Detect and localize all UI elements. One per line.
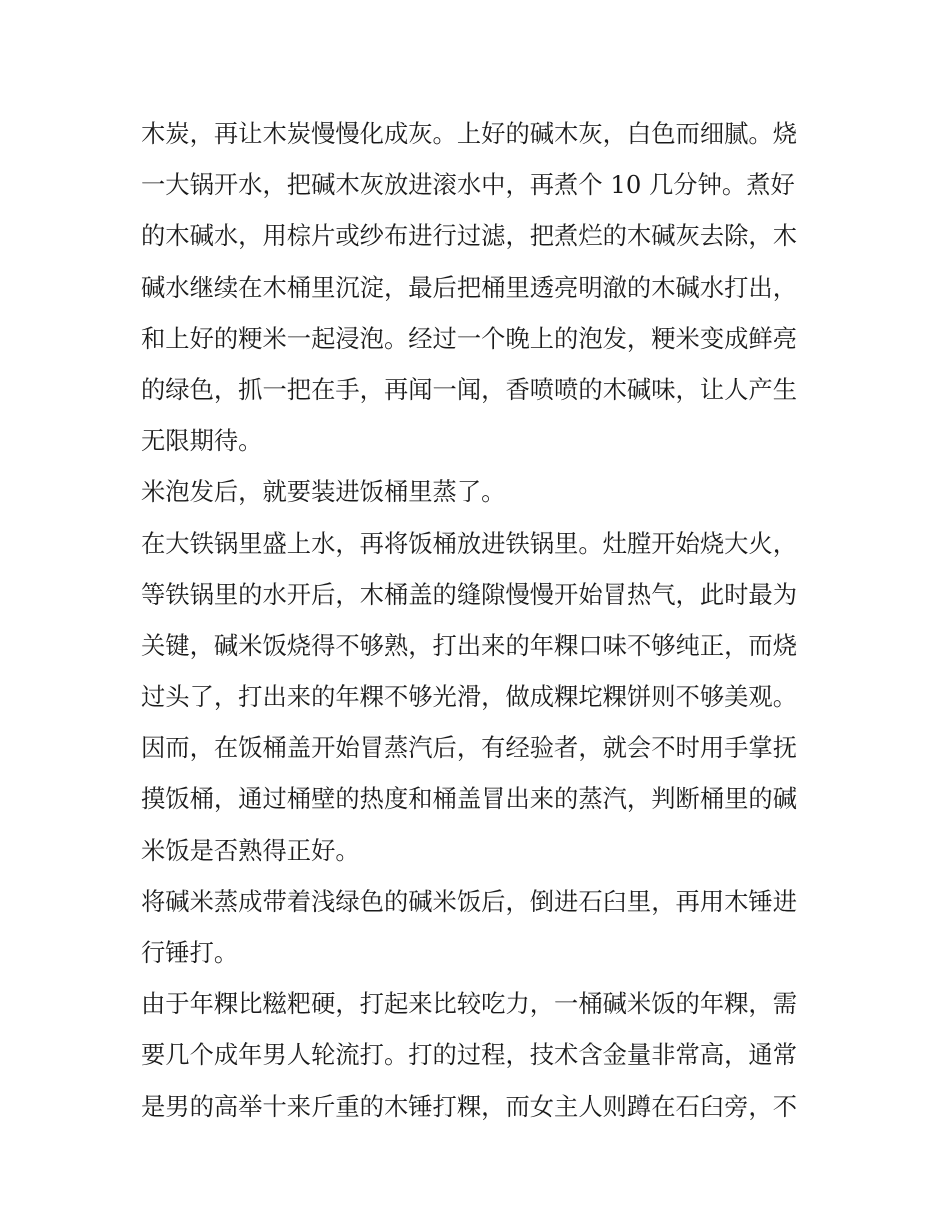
- text-line: 过头了，打出来的年粿不够光滑，做成粿坨粿饼则不够美观。: [141, 682, 798, 712]
- body-text: [141, 108, 815, 1132]
- text-line: 的绿色，抓一把在手，再闻一闻，香喷喷的木碱味，让人产生: [141, 374, 798, 404]
- text-line: 碱水继续在木桶里沉淀，最后把桶里透亮明澈的木碱水打出，: [141, 272, 798, 302]
- text-line: 无限期待。: [141, 426, 263, 456]
- text-line: 因而，在饭桶盖开始冒蒸汽后，有经验者，就会不时用手掌抚: [141, 733, 798, 763]
- text-line: 的木碱水，用棕片或纱布进行过滤，把煮烂的木碱灰去除，木: [141, 221, 798, 251]
- text-line: 在大铁锅里盛上水，再将饭桶放进铁锅里。灶膛开始烧大火，: [141, 528, 798, 558]
- text-line: 将碱米蒸成带着浅绿色的碱米饭后，倒进石臼里，再用木锤进: [141, 886, 798, 916]
- text-line: 行锤打。: [141, 938, 239, 967]
- text-line: 米饭是否熟得正好。: [141, 835, 360, 865]
- text-line: 木炭，再让木炭慢慢化成灰。上好的碱木灰，白色而细腻。烧: [141, 119, 798, 148]
- text-line: 等铁锅里的水开后，木桶盖的缝隙慢慢开始冒热气，此时最为: [141, 579, 798, 609]
- text-line: 米泡发后，就要装进饭桶里蒸了。: [141, 477, 506, 507]
- text-line: 由于年粿比糍粑硬，打起来比较吃力，一桶碱米饭的年粿，需: [141, 989, 798, 1019]
- text-line: 摸饭桶，通过桶壁的热度和桶盖冒出来的蒸汽，判断桶里的碱: [141, 784, 798, 814]
- text-line: 一大锅开水，把碱木灰放进滚水中，再煮个 10 几分钟。煮好: [141, 170, 795, 200]
- text-line: 要几个成年男人轮流打。打的过程，技术含金量非常高，通常: [141, 1040, 798, 1070]
- text-line: 关键，碱米饭烧得不够熟，打出来的年粿口味不够纯正，而烧: [141, 630, 798, 660]
- text-line: 和上好的粳米一起浸泡。经过一个晚上的泡发，粳米变成鲜亮: [141, 323, 798, 353]
- text-line: 是男的高举十来斤重的木锤打粿，而女主人则蹲在石臼旁，不: [141, 1091, 798, 1121]
